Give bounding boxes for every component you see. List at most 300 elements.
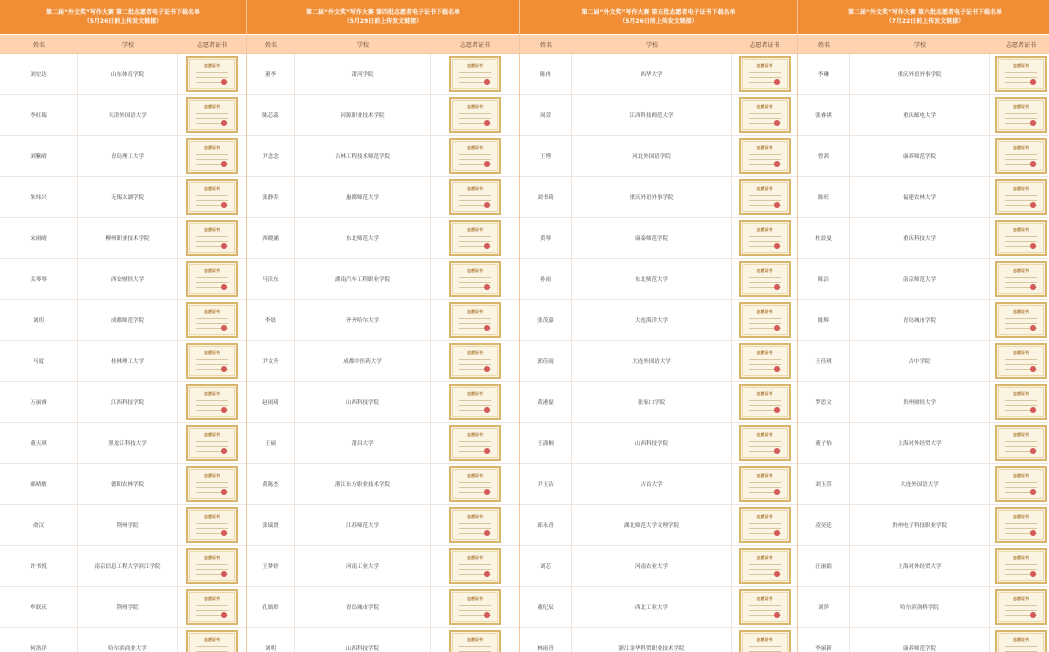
certificate-text-line [459, 159, 491, 160]
certificate-text-line [196, 118, 228, 119]
panel-batch-2 [0, 0, 247, 652]
volunteer-school: 重庆科技大学 [850, 218, 990, 258]
certificate-cell [732, 464, 797, 504]
certificate-thumbnail[interactable] [739, 97, 791, 133]
certificate-text-line [749, 364, 781, 365]
certificate-thumbnail[interactable] [186, 548, 238, 584]
volunteer-school: 荆州学院 [78, 505, 178, 545]
certificate-thumbnail[interactable] [186, 56, 238, 92]
panel-batch-6 [798, 0, 1049, 652]
table-row [520, 382, 797, 423]
seal-icon [1030, 407, 1036, 413]
certificate-thumbnail[interactable] [739, 138, 791, 174]
certificate-text-line [459, 564, 491, 565]
seal-icon [774, 243, 780, 249]
seal-icon [484, 161, 490, 167]
seal-icon [221, 202, 227, 208]
seal-icon [484, 489, 490, 495]
certificate-text-line [1005, 528, 1037, 529]
certificate-thumbnail[interactable] [739, 261, 791, 297]
certificate-cell [431, 505, 519, 545]
certificate-thumbnail[interactable] [739, 179, 791, 215]
volunteer-school: 桂林理工大学 [78, 341, 178, 381]
table-row [798, 505, 1049, 546]
certificate-text-line [459, 282, 491, 283]
certificate-text-line [196, 569, 228, 570]
certificate-text-line [196, 113, 228, 114]
certificate-text-line [749, 318, 781, 319]
certificate-cell [990, 259, 1049, 299]
certificate-text-line [749, 77, 781, 78]
certificate-title: 志愿证书 [756, 350, 773, 355]
certificate-thumbnail[interactable] [449, 548, 501, 584]
seal-icon [774, 612, 780, 618]
certificate-title: 志愿证书 [756, 637, 773, 642]
volunteer-list [0, 54, 246, 652]
certificate-text-line [196, 195, 228, 196]
certificate-text-line [459, 523, 491, 524]
panel-batch-4 [247, 0, 520, 652]
certificate-cell [431, 177, 519, 217]
certificate-cell [431, 423, 519, 463]
table-row [798, 423, 1049, 464]
certificate-thumbnail[interactable] [186, 425, 238, 461]
volunteer-school: 青岛理工大学 [78, 136, 178, 176]
header-school: 学校 [121, 41, 134, 49]
seal-icon [484, 407, 490, 413]
certificate-thumbnail[interactable] [739, 56, 791, 92]
certificate-thumbnail[interactable] [449, 466, 501, 502]
volunteer-name: 陈旺 [798, 177, 850, 217]
volunteer-school: 康养师范学院 [850, 628, 990, 652]
header-school: 学校 [356, 41, 369, 49]
certificate-text-line [1005, 400, 1037, 401]
volunteer-name: 王博 [520, 136, 572, 176]
volunteer-school: 河南工业大学 [295, 546, 431, 586]
volunteer-name: 张茂嘉 [520, 300, 572, 340]
certificate-cell [732, 546, 797, 586]
volunteer-school: 康泰师范学院 [572, 218, 732, 258]
certificate-text-line [749, 482, 781, 483]
header-certificate: 志愿者证书 [1005, 41, 1036, 49]
certificate-thumbnail[interactable] [739, 630, 791, 652]
certificate-text-line [459, 72, 491, 73]
seal-icon [774, 161, 780, 167]
certificate-cell [732, 95, 797, 135]
certificate-thumbnail[interactable] [186, 343, 238, 379]
table-row [520, 95, 797, 136]
certificate-text-line [749, 236, 781, 237]
certificate-cell [431, 628, 519, 652]
certificate-thumbnail[interactable] [739, 343, 791, 379]
panel-subtitle: （5月26日前上传发文链接） [619, 18, 698, 25]
certificate-cell [178, 177, 246, 217]
table-row [0, 218, 246, 259]
certificate-title: 志愿证书 [1013, 555, 1029, 560]
table-row [0, 54, 246, 95]
certificate-text-line [459, 241, 491, 242]
certificate-cell [178, 628, 246, 652]
seal-icon [774, 284, 780, 290]
volunteer-name: 林雨青 [520, 628, 572, 652]
certificate-cell [178, 136, 246, 176]
volunteer-name: 李丽新 [798, 628, 850, 652]
table-row [247, 505, 519, 546]
seal-icon [484, 612, 490, 618]
volunteer-name: 尹文升 [247, 341, 295, 381]
certificate-cell [732, 54, 797, 94]
certificate-cell [431, 95, 519, 135]
certificate-thumbnail[interactable] [449, 507, 501, 543]
certificate-title: 志愿证书 [1013, 63, 1029, 68]
certificate-thumbnail[interactable] [739, 220, 791, 256]
certificate-thumbnail[interactable] [739, 548, 791, 584]
table-row [520, 177, 797, 218]
certificate-thumbnail[interactable] [186, 384, 238, 420]
certificate-cell [990, 300, 1049, 340]
certificate-text-line [749, 118, 781, 119]
certificate-title: 志愿证书 [1013, 514, 1029, 519]
certificate-title: 志愿证书 [467, 63, 483, 68]
table-row [520, 464, 797, 505]
certificate-text-line [196, 528, 228, 529]
certificate-thumbnail[interactable] [449, 97, 501, 133]
table-row [247, 95, 519, 136]
certificate-cell [178, 382, 246, 422]
certificate-cell [990, 95, 1049, 135]
certificate-text-line [459, 113, 491, 114]
seal-icon [221, 79, 227, 85]
seal-icon [774, 202, 780, 208]
certificate-thumbnail[interactable] [449, 343, 501, 379]
certificate-thumbnail[interactable] [995, 261, 1047, 297]
table-row [247, 587, 519, 628]
certificate-cell [990, 546, 1049, 586]
certificate-text-line [196, 154, 228, 155]
volunteer-name: 朱炜兴 [0, 177, 78, 217]
volunteer-name: 王梦婷 [247, 546, 295, 586]
volunteer-name: 凌昊廷 [798, 505, 850, 545]
certificate-title: 志愿证书 [756, 514, 773, 519]
seal-icon [221, 366, 227, 372]
certificate-thumbnail[interactable] [449, 56, 501, 92]
table-row [0, 505, 246, 546]
certificate-thumbnail[interactable] [739, 425, 791, 461]
seal-icon [1030, 243, 1036, 249]
certificate-text-line [459, 318, 491, 319]
certificate-thumbnail[interactable] [995, 343, 1047, 379]
volunteer-school: 青岛城市学院 [850, 300, 990, 340]
volunteer-school: 江西科技师范大学 [572, 95, 732, 135]
panel-title: 第二届“外文奖”写作大赛 第四批志愿者电子证书下载名单 [306, 9, 460, 16]
certificate-text-line [749, 441, 781, 442]
certificate-thumbnail[interactable] [995, 548, 1047, 584]
certificate-title: 志愿证书 [756, 596, 773, 601]
volunteer-name: 许书悦 [0, 546, 78, 586]
certificate-text-line [1005, 569, 1037, 570]
volunteer-list [798, 54, 1049, 652]
certificate-text-line [749, 610, 781, 611]
volunteer-name: 刘宏达 [0, 54, 78, 94]
volunteer-name: 黄陈杰 [247, 464, 295, 504]
volunteer-school: 重庆外语外事学院 [572, 177, 732, 217]
volunteer-name: 陈洁 [798, 259, 850, 299]
certificate-text-line [1005, 523, 1037, 524]
certificate-thumbnail[interactable] [739, 384, 791, 420]
certificate-title: 志愿证书 [204, 473, 220, 478]
certificate-text-line [459, 323, 491, 324]
certificate-thumbnail[interactable] [186, 466, 238, 502]
volunteer-name: 马沃东 [247, 259, 295, 299]
certificate-cell [732, 587, 797, 627]
table-row [0, 423, 246, 464]
certificate-thumbnail[interactable] [186, 261, 238, 297]
certificate-cell [178, 464, 246, 504]
certificate-thumbnail[interactable] [186, 589, 238, 625]
table-row [798, 464, 1049, 505]
seal-icon [484, 284, 490, 290]
table-row [0, 341, 246, 382]
certificate-text-line [749, 400, 781, 401]
table-row [247, 259, 519, 300]
certificate-thumbnail[interactable] [995, 220, 1047, 256]
volunteer-name: 李琳 [798, 54, 850, 94]
table-row [798, 54, 1049, 95]
certificate-text-line [196, 482, 228, 483]
certificate-text-line [196, 646, 228, 647]
certificate-text-line [196, 400, 228, 401]
certificate-thumbnail[interactable] [995, 466, 1047, 502]
certificate-cell [431, 587, 519, 627]
column-header-row [247, 35, 519, 54]
certificate-text-line [749, 154, 781, 155]
certificate-text-line [1005, 646, 1037, 647]
panel-title-banner [0, 0, 246, 35]
seal-icon [484, 79, 490, 85]
certificate-cell [178, 218, 246, 258]
seal-icon [1030, 448, 1036, 454]
certificate-title: 志愿证书 [467, 145, 483, 150]
certificate-title: 志愿证书 [756, 268, 773, 273]
certificate-thumbnail[interactable] [739, 466, 791, 502]
certificate-thumbnail[interactable] [186, 302, 238, 338]
certificate-text-line [196, 487, 228, 488]
volunteer-school: 青岛城市学院 [295, 587, 431, 627]
certificate-thumbnail[interactable] [739, 302, 791, 338]
certificate-thumbnail[interactable] [995, 97, 1047, 133]
certificate-cell [431, 464, 519, 504]
volunteer-school: 上海对外经贸大学 [850, 546, 990, 586]
table-row [520, 505, 797, 546]
certificate-text-line [459, 446, 491, 447]
table-row [0, 259, 246, 300]
certificate-thumbnail[interactable] [995, 384, 1047, 420]
certificate-thumbnail[interactable] [449, 261, 501, 297]
certificate-text-line [196, 364, 228, 365]
table-row [0, 546, 246, 587]
certificate-thumbnail[interactable] [186, 97, 238, 133]
certificate-cell [732, 259, 797, 299]
certificate-title: 志愿证书 [1013, 309, 1029, 314]
certificate-thumbnail[interactable] [995, 138, 1047, 174]
table-row [0, 177, 246, 218]
volunteer-name: 黄港磊 [520, 382, 572, 422]
certificate-thumbnail[interactable] [739, 589, 791, 625]
seal-icon [484, 325, 490, 331]
certificate-thumbnail[interactable] [739, 507, 791, 543]
certificate-cell [990, 382, 1049, 422]
certificate-thumbnail[interactable] [449, 138, 501, 174]
volunteer-name: 关琴琴 [0, 259, 78, 299]
seal-icon [774, 325, 780, 331]
table-row [247, 177, 519, 218]
certificate-title: 志愿证书 [204, 186, 220, 191]
certificate-cell [990, 464, 1049, 504]
certificate-text-line [749, 113, 781, 114]
certificate-thumbnail[interactable] [186, 220, 238, 256]
certificate-text-line [1005, 364, 1037, 365]
certificate-cell [990, 177, 1049, 217]
table-row [798, 259, 1049, 300]
column-header-row [0, 35, 246, 54]
seal-icon [1030, 366, 1036, 372]
certificate-thumbnail[interactable] [449, 220, 501, 256]
volunteer-name: 王佳琪 [798, 341, 850, 381]
header-certificate: 志愿者证书 [749, 41, 780, 49]
certificate-text-line [749, 72, 781, 73]
certificate-title: 志愿证书 [204, 432, 220, 437]
volunteer-school: 上海对外经贸大学 [850, 423, 990, 463]
volunteer-school: 西华大学 [572, 54, 732, 94]
certificate-thumbnail[interactable] [995, 630, 1047, 652]
certificate-thumbnail[interactable] [449, 302, 501, 338]
table-row [520, 218, 797, 259]
certificate-text-line [1005, 195, 1037, 196]
seal-icon [774, 407, 780, 413]
certificate-text-line [196, 605, 228, 606]
volunteer-school: 黑龙江科技大学 [78, 423, 178, 463]
volunteer-name: 黄琴 [520, 218, 572, 258]
volunteer-school: 重庆邮电大学 [850, 95, 990, 135]
table-row [798, 341, 1049, 382]
certificate-text-line [1005, 72, 1037, 73]
volunteer-name: 曾茜 [798, 136, 850, 176]
certificate-title: 志愿证书 [756, 432, 773, 437]
table-row [520, 628, 797, 652]
certificate-thumbnail[interactable] [995, 507, 1047, 543]
table-row [0, 628, 246, 652]
volunteer-school: 湖南汽车工程职业学院 [295, 259, 431, 299]
certificate-cell [732, 382, 797, 422]
seal-icon [221, 243, 227, 249]
volunteer-school: 大连外国语大学 [850, 464, 990, 504]
certificate-text-line [749, 605, 781, 606]
seal-icon [1030, 161, 1036, 167]
volunteer-school: 天津外国语大学 [78, 95, 178, 135]
certificate-text-line [749, 528, 781, 529]
certificate-thumbnail[interactable] [449, 179, 501, 215]
table-row [520, 300, 797, 341]
certificate-cell [990, 587, 1049, 627]
certificate-thumbnail[interactable] [995, 302, 1047, 338]
certificate-title: 志愿证书 [204, 227, 220, 232]
certificate-text-line [1005, 405, 1037, 406]
table-row [520, 587, 797, 628]
volunteer-name: 张瑞贤 [247, 505, 295, 545]
certificate-thumbnail[interactable] [995, 179, 1047, 215]
volunteer-school: 齐齐哈尔大学 [295, 300, 431, 340]
certificate-text-line [459, 605, 491, 606]
header-certificate: 志愿者证书 [196, 41, 227, 49]
volunteer-name: 刘萍 [798, 587, 850, 627]
certificate-thumbnail[interactable] [995, 56, 1047, 92]
certificate-text-line [459, 77, 491, 78]
certificate-title: 志愿证书 [204, 514, 220, 519]
volunteer-school: 东北师范大学 [295, 218, 431, 258]
table-row [0, 136, 246, 177]
table-row [0, 464, 246, 505]
certificate-title: 志愿证书 [204, 63, 220, 68]
volunteer-school: 贵州电子科技职业学院 [850, 505, 990, 545]
seal-icon [484, 243, 490, 249]
table-row [520, 423, 797, 464]
certificate-text-line [459, 441, 491, 442]
header-certificate: 志愿者证书 [459, 41, 490, 49]
certificate-thumbnail[interactable] [186, 630, 238, 652]
volunteer-school: 成都中医药大学 [295, 341, 431, 381]
certificate-thumbnail[interactable] [186, 138, 238, 174]
certificate-title: 志愿证书 [467, 596, 483, 601]
seal-icon [774, 79, 780, 85]
volunteer-school: 西安财经大学 [78, 259, 178, 299]
volunteer-school: 东北师范大学 [572, 259, 732, 299]
volunteer-name: 李旺瑞 [0, 95, 78, 135]
certificate-title: 志愿证书 [204, 350, 220, 355]
certificate-thumbnail[interactable] [449, 384, 501, 420]
certificate-thumbnail[interactable] [186, 507, 238, 543]
certificate-thumbnail[interactable] [449, 589, 501, 625]
certificate-cell [732, 341, 797, 381]
certificate-text-line [1005, 610, 1037, 611]
certificate-text-line [196, 359, 228, 360]
seal-icon [221, 448, 227, 454]
certificate-thumbnail[interactable] [449, 630, 501, 652]
certificate-thumbnail[interactable] [186, 179, 238, 215]
certificate-cell [431, 218, 519, 258]
seal-icon [774, 489, 780, 495]
certificate-text-line [196, 241, 228, 242]
header-school: 学校 [913, 41, 926, 49]
certificate-cell [990, 54, 1049, 94]
certificate-text-line [1005, 277, 1037, 278]
panel-subtitle: （5月29日前上传发文链接） [343, 18, 423, 25]
certificate-thumbnail[interactable] [995, 589, 1047, 625]
certificate-thumbnail[interactable] [995, 425, 1047, 461]
certificate-text-line [1005, 318, 1037, 319]
seal-icon [221, 530, 227, 536]
certificate-cell [990, 341, 1049, 381]
volunteer-school: 吉首大学 [572, 464, 732, 504]
volunteer-name: 郝晴敏 [0, 464, 78, 504]
header-name: 姓名 [539, 41, 552, 49]
certificate-title: 志愿证书 [1013, 186, 1029, 191]
seal-icon [484, 120, 490, 126]
certificate-text-line [749, 277, 781, 278]
volunteer-name: 刘玉萱 [798, 464, 850, 504]
certificate-text-line [459, 200, 491, 201]
seal-icon [774, 120, 780, 126]
certificate-thumbnail[interactable] [449, 425, 501, 461]
